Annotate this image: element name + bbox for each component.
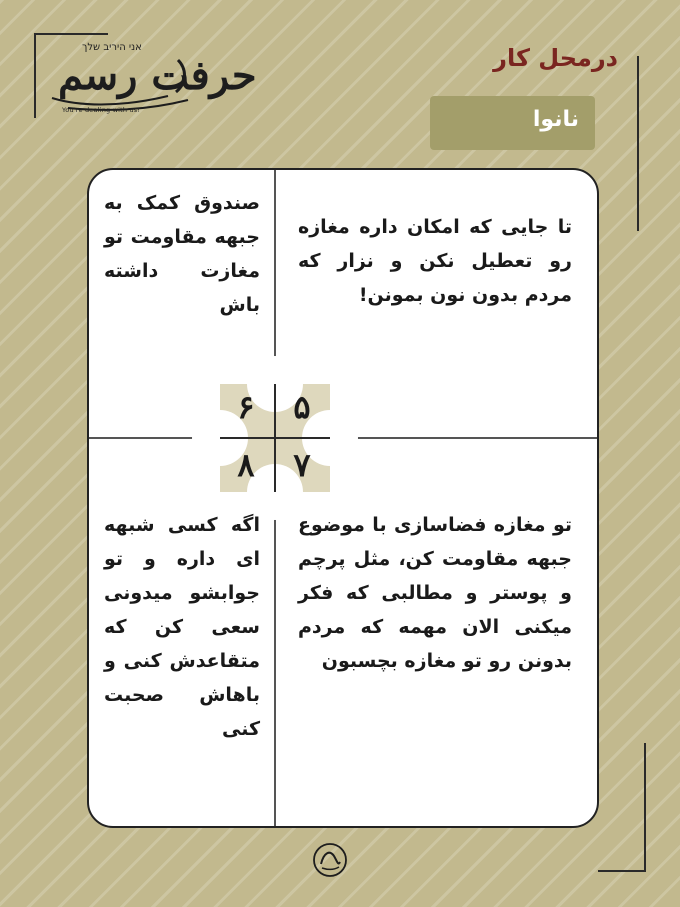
category-title: درمحل کار: [493, 44, 618, 72]
brand-logo: [38, 36, 257, 122]
tip-number-6: ۶: [237, 388, 255, 426]
logo-tagline-hebrew: אני היריב שלך: [82, 42, 142, 53]
calligraphy-seal-icon: [312, 842, 348, 878]
logo-tagline-english: You're dealing with us!: [62, 106, 141, 114]
logo-wordmark: حرفت رسم: [58, 52, 257, 99]
frame-line-right-top: [637, 56, 639, 231]
number-divider-horizontal: [220, 437, 330, 439]
tip-number-7: ۷: [293, 446, 311, 484]
tip-number-5: ۵: [293, 388, 311, 426]
tag-box: [430, 96, 595, 150]
tip-7-text: تو مغازه فضاسازی با موضوع جبهه مقاومت کن، مثل پرچم و پوستر و مطالبی که فکر میکنی الان مهمه که مردم بدونن رو تو مغازه بچسبون: [298, 514, 572, 672]
frame-line-right-bottom: [644, 743, 646, 871]
tip-8-text: اگه کسی شبهه ای داره و تو جوابشو میدونی سعی کن که متقاعدش کنی و باهاش صحبت کنی: [104, 514, 260, 740]
frame-line-top-left: [34, 33, 108, 35]
tip-6-text: صندوق کمک به جبهه مقاومت تو مغازت داشته باش: [104, 192, 260, 316]
tag-label: نانوا: [532, 107, 579, 132]
frame-line-bottom-right: [598, 870, 646, 872]
tip-5-text: تا جایی که امکان داره مغازه رو تعطیل نکن و نزار که مردم بدون نون بمونن!: [298, 216, 572, 306]
frame-line-left-vertical: [34, 33, 36, 118]
tip-number-8: ۸: [237, 446, 255, 484]
